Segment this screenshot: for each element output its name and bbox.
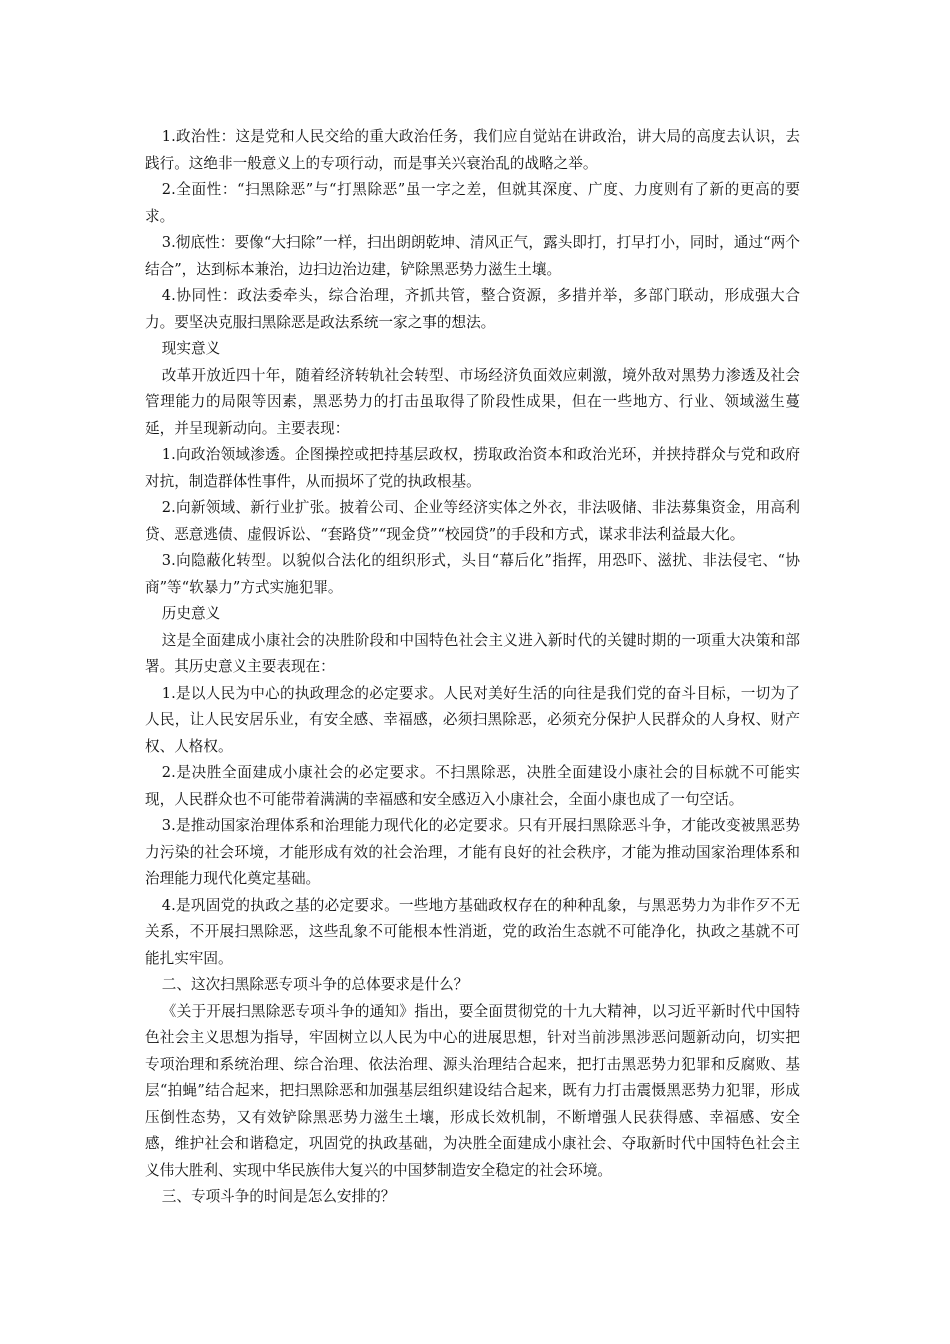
paragraph-historical-intro: 这是全面建成小康社会的决胜阶段和中国特色社会主义进入新时代的关键时期的一项重大决策和部署。其历史意义主要表现在： xyxy=(145,631,800,675)
document-body xyxy=(145,124,800,1211)
paragraph-governance: 3.是推动国家治理体系和治理能力现代化的必定要求。只有开展扫黑除恶斗争，才能改变被黑恶势力污染的社会环境，才能形成有效的社会治理，才能有良好的社会秩序，才能为推动国家治理体系和治理能力现代化奠定基础。 xyxy=(145,817,800,887)
paragraph-political-infiltration: 1.向政治领域渗透。企图操控或把持基层政权，捞取政治资本和政治光环，并挟持群众与党和政府对抗，制造群体性事件，从而损坏了党的执政根基。 xyxy=(145,446,800,490)
paragraph-xiaokang: 2.是决胜全面建成小康社会的必定要求。不扫黑除恶，决胜全面建设小康社会的目标就不可能实现，人民群众也不可能带着满满的幸福感和安全感迈入小康社会，全面小康也成了一句空话。 xyxy=(145,764,800,808)
paragraph-coordination: 4.协同性：政法委牵头，综合治理，齐抓共管，整合资源，多措并举，多部门联动，形成强大合力。要坚决克服扫黑除恶是政法系统一家之事的想法。 xyxy=(145,287,800,331)
paragraph-comprehensive: 2.全面性：“扫黑除恶”与“打黑除恶”虽一字之差，但就其深度、广度、力度则有了新的更高的要求。 xyxy=(145,181,800,225)
paragraph-people-centered: 1.是以人民为中心的执政理念的必定要求。人民对美好生活的向往是我们党的奋斗目标，一切为了人民，让人民安居乐业，有安全感、幸福感，必须扫黑除恶，必须充分保护人民群众的人身权、财产权、人格权。 xyxy=(145,684,800,755)
section-heading-practical: 现实意义 xyxy=(161,340,221,357)
paragraph-political: 1.政治性：这是党和人民交给的重大政治任务，我们应自觉站在讲政治，讲大局的高度去认识，去践行。这绝非一般意义上的专项行动，而是事关兴衰治乱的战略之举。 xyxy=(145,128,800,172)
paragraph-thoroughness: 3.彻底性：要像“大扫除”一样，扫出朗朗乾坤、清风正气，露头即打，打早打小，同时，通过“两个结合”，达到标本兼治，边扫边治边建，铲除黑恶势力滋生土壤。 xyxy=(145,234,800,278)
paragraph-practical-intro: 改革开放近四十年，随着经济转轨社会转型、市场经济负面效应刺激，境外敌对黑势力渗透及社会管理能力的局限等因素，黑恶势力的打击虽取得了阶段性成果，但在一些地方、行业、领域滋生蔓延，并呈现新动向。主要表现： xyxy=(145,366,800,437)
paragraph-covert-transformation: 3.向隐蔽化转型。以貌似合法化的组织形式，头目“幕后化”指挥，用恐吓、滋扰、非法侵宅、“协商”等“软暴力”方式实施犯罪。 xyxy=(145,552,800,596)
paragraph-ruling-foundation: 4.是巩固党的执政之基的必定要求。一些地方基础政权存在的种种乱象，与黑恶势力为非作歹不无关系，不开展扫黑除恶，这些乱象不可能根本性消逝，党的政治生态就不可能净化，执政之基就不可能扎实牢固。 xyxy=(145,896,800,967)
paragraph-requirements: 《关于开展扫黑除恶专项斗争的通知》指出，要全面贯彻党的十九大精神，以习近平新时代中国特色社会主义思想为指导，牢固树立以人民为中心的进展思想，针对当前涉黑涉恶问题新动向，切实把专项治理和系统治理、综合治理、依法治理、源头治理结合起来，把打击黑恶势力犯罪和反腐败、基层“拍蝇”结合起来，把扫黑除恶和加强基层组织建设结合起来，既有力打击震慑黑恶势力犯罪，形成压倒性态势，又有效铲除黑恶势力滋生土壤，形成长效机制，不断增强人民获得感、幸福感、安全感，维护社会和谐稳定，巩固党的执政基础，为决胜全面建成小康社会、夺取新时代中国特色社会主义伟大胜利、实现中华民族伟大复兴的中国梦制造安全稳定的社会环境。 xyxy=(145,1002,800,1179)
section-heading-historical: 历史意义 xyxy=(161,605,221,622)
section-heading-schedule: 三、专项斗争的时间是怎么安排的？ xyxy=(161,1188,396,1205)
paragraph-new-field-expansion: 2.向新领域、新行业扩张。披着公司、企业等经济实体之外衣，非法吸储、非法募集资金，用高利贷、恶意逃债、虚假诉讼、“套路贷”“现金贷”“校园贷”的手段和方式，谋求非法利益最大化。 xyxy=(145,499,800,543)
section-heading-requirements: 二、这次扫黑除恶专项斗争的总体要求是什么？ xyxy=(161,976,469,993)
